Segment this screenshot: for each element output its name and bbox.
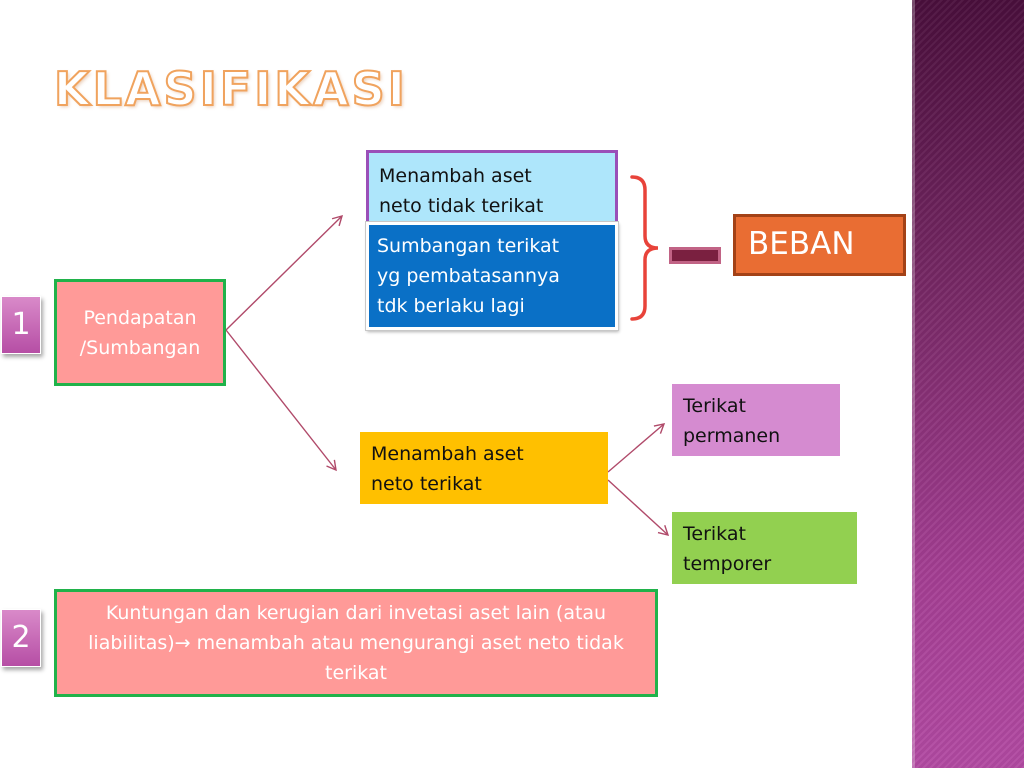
node-aset-tidak-terikat: Menambah aset neto tidak terikat (366, 150, 618, 234)
arrow-to-aset-terikat (226, 330, 336, 470)
minus-sign (669, 247, 721, 264)
node-sumbangan-terikat: Sumbangan terikat yg pembatasannya tdk berlaku lagi (366, 222, 618, 330)
node-beban: BEBAN (733, 214, 906, 276)
node-pendapatan-sumbangan (54, 279, 226, 386)
node-pendapatan-label: Pendapatan /Sumbangan (79, 306, 201, 359)
arrow-to-terikat-permanen (608, 424, 664, 472)
node-kuntungan-label: Kuntungan dan kerugian dari invetasi aset lain (atau liabilitas)→ menambah atau mengurangi aset neto tidak terikat (88, 602, 624, 684)
node-kuntungan-kerugian (54, 589, 658, 697)
arrow-to-tidak-terikat (226, 216, 342, 330)
node-terikat-permanen: Terikat permanen (672, 384, 840, 456)
node-aset-terikat: Menambah aset neto terikat (360, 432, 608, 504)
node-terikat-temporer: Terikat temporer (672, 512, 857, 584)
step-number-1: 1 (1, 296, 41, 354)
curly-brace (632, 177, 658, 319)
page-title: KLASIFIKASI (54, 62, 408, 116)
arrow-to-terikat-temporer (608, 480, 668, 535)
step-number-2: 2 (1, 609, 41, 667)
